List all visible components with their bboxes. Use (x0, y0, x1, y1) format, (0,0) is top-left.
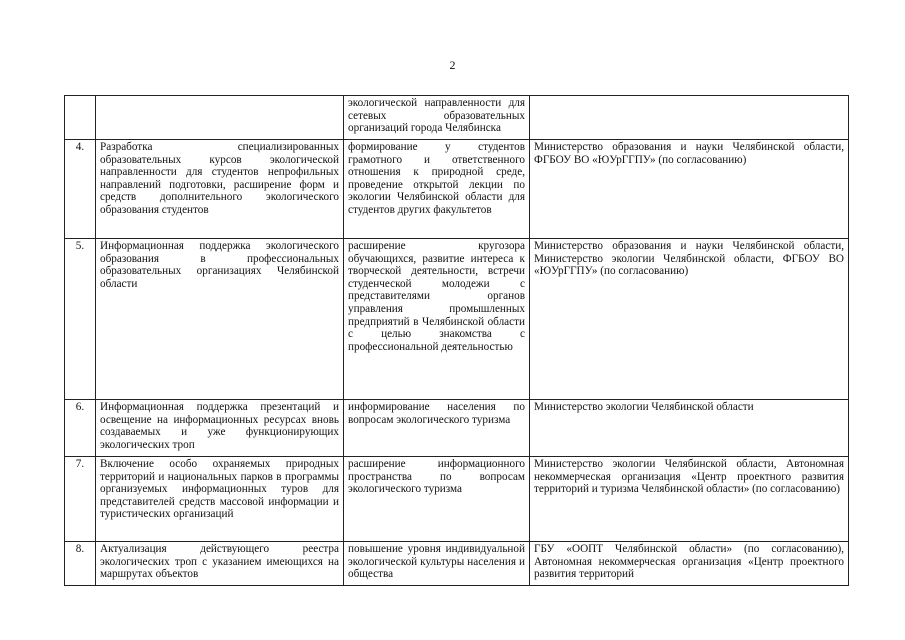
executor-cell: ГБУ «ООПТ Челябинской области» (по согласованию), Автономная некоммерческая организация «Центр проектного развития территорий (530, 542, 849, 586)
table-row (65, 542, 849, 586)
result-cell: формирование у студентов грамотного и ответственного отношения к природной среде, проведение открытой лекции по экологии Челябинской области для студентов других факультетов (344, 140, 530, 239)
result-cell: экологической направленности для сетевых образовательных организаций города Челябинска (344, 96, 530, 140)
executor-cell: Министерство образования и науки Челябинской области, ФГБОУ ВО «ЮУрГГПУ» (по согласованию) (530, 140, 849, 239)
executor-cell: Министерство экологии Челябинской области (530, 400, 849, 457)
executor-cell: Министерство образования и науки Челябинской области, Министерство экологии Челябинской области, ФГБОУ ВО «ЮУрГГПУ» (по согласованию) (530, 239, 849, 400)
table-row (65, 96, 849, 140)
event-cell: Актуализация действующего реестра экологических троп с указанием имеющихся на маршрутах объектов (96, 542, 344, 586)
result-cell: расширение информационного пространства по вопросам экологического туризма (344, 457, 530, 542)
result-cell: повышение уровня индивидуальной экологической культуры населения и общества (344, 542, 530, 586)
event-cell: Включение особо охраняемых природных территорий и национальных парков в программы организуемых информационных туров для представителей средств массовой информации и туристических организаций (96, 457, 344, 542)
action-plan-table (64, 95, 849, 586)
event-cell: Разработка специализированных образовательных курсов экологической направленности для студентов непрофильных направлений подготовки, расширение форм и средств дополнительного экологического образования студентов (96, 140, 344, 239)
row-number-cell: 8. (65, 542, 96, 586)
result-cell: информирование населения по вопросам экологического туризма (344, 400, 530, 457)
row-number-cell (65, 96, 96, 140)
event-cell: Информационная поддержка экологического образования в профессиональных образовательных организациях Челябинской области (96, 239, 344, 400)
table-row (65, 457, 849, 542)
row-number-cell: 6. (65, 400, 96, 457)
row-number-cell: 4. (65, 140, 96, 239)
table-row (65, 239, 849, 400)
table-row (65, 140, 849, 239)
row-number-cell: 7. (65, 457, 96, 542)
table-row (65, 400, 849, 457)
executor-cell (530, 96, 849, 140)
event-cell: Информационная поддержка презентаций и освещение на информационных ресурсах вновь создаваемых и уже функционирующих экологических троп (96, 400, 344, 457)
event-cell (96, 96, 344, 140)
executor-cell: Министерство экологии Челябинской области, Автономная некоммерческая организация «Центр проектного развития территорий и туризма Челябинской области» (по согласованию) (530, 457, 849, 542)
row-number-cell: 5. (65, 239, 96, 400)
page-number: 2 (449, 58, 456, 72)
result-cell: расширение кругозора обучающихся, развитие интереса к творческой деятельности, встречи студенческой молодежи с представителями органов управления промышленных предприятий в Челябинской области с целью знакомства с профессиональной деятельностью (344, 239, 530, 400)
